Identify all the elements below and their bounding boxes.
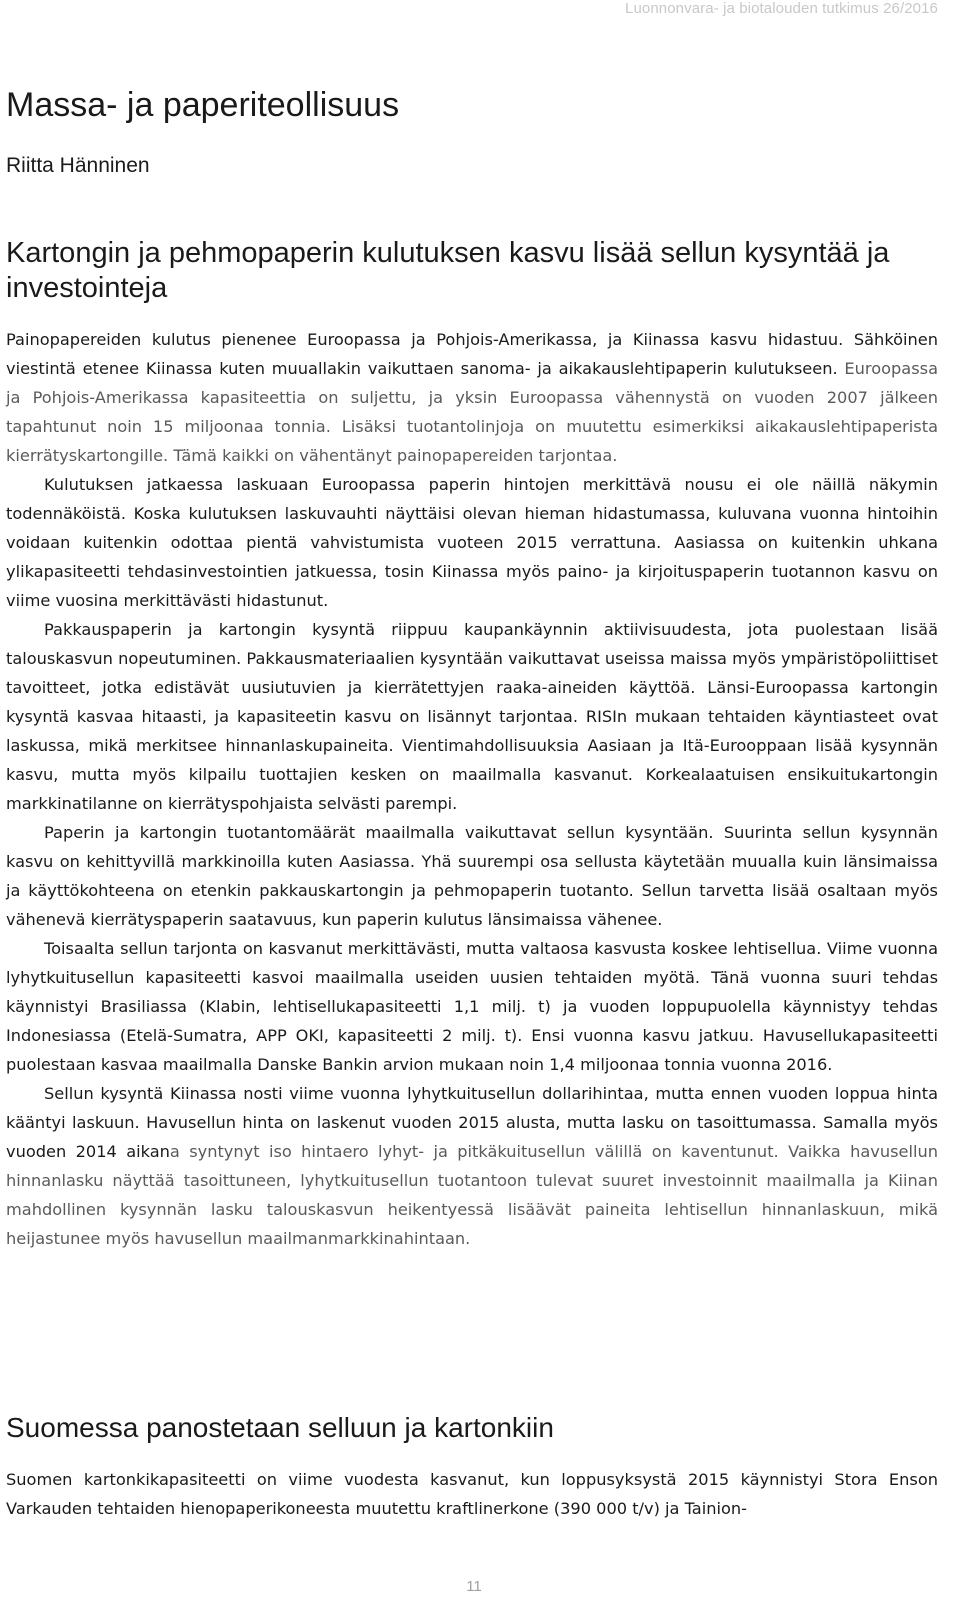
- section-2-body: [6, 1465, 938, 1523]
- paragraph-2: Kulutuksen jatkaessa laskuaan Euroopassa paperin hintojen merkittävä nousu ei ole näillä näkymin todennäköistä. Koska kulutuksen laskuvauhti näyttäisi olevan hieman hidastumassa, kuluvana vuonna hintoihin voidaan kuitenkin odottaa pientä vahvistumista vuoteen 2015 verrattuna. Aasiassa on kuitenkin uhkana ylikapasiteetti tehdasinvestointien jatkuessa, tosin Kiinassa myös paino- ja kirjoituspaperin tuotannon kasvu on viime vuosina merkittävästi hidastunut.: [6, 475, 938, 610]
- paragraph-5: Toisaalta sellun tarjonta on kasvanut merkittävästi, mutta valtaosa kasvusta koskee lehtisellua. Viime vuonna lyhytkuitusellun kapasiteetti kasvoi maailmalla useiden uusien tehtaiden myötä. Tänä vuonna suuri tehdas käynnistyi Brasiliassa (Klabin, lehtisellukapasiteetti 1,1 milj. t) ja vuoden loppupuolella käynnistyy tehdas Indonesiassa (Etelä-Sumatra, APP OKI, kapasiteetti 2 milj. t). Ensi vuonna kasvu jatkuu. Havusellukapasiteetti puolestaan kasvaa maailmalla Danske Bankin arvion mukaan noin 1,4 miljoonaa tonnia vuonna 2016.: [6, 939, 938, 1074]
- page-number: 11: [466, 1578, 482, 1595]
- author-name: Riitta Hänninen: [6, 154, 150, 177]
- section-heading-1: Kartongin ja pehmopaperin kulutuksen kasvu lisää sellun kysyntää ja investointeja: [6, 237, 890, 304]
- paragraph-4: Paperin ja kartongin tuotantomäärät maailmalla vaikuttavat sellun kysyntään. Suurinta sellun kysynnän kasvu on kehittyvillä markkinoilla kuten Aasiassa. Yhä suurempi osa sellusta käytetään muualla kuin länsimaissa ja käyttökohteena on etenkin pakkauskartongin ja pehmopaperin tuotanto. Sellun tarvetta lisää osaltaan myös vähenevä kierrätyspaperin saatavuus, kun paperin kulutus länsimaissa vähenee.: [6, 823, 938, 929]
- section-1-body: [6, 325, 938, 1253]
- section-heading-2: Suomessa panostetaan selluun ja kartonkiin: [6, 1412, 554, 1443]
- section-2-paragraph-1: Suomen kartonkikapasiteetti on viime vuodesta kasvanut, kun loppusyksystä 2015 käynnistyi Stora Enson Varkauden tehtaiden hienopaperikoneesta muutettu kraftlinerkone (390 000 t/v) ja Tainion-: [6, 1470, 938, 1518]
- paragraph-6-part-a: Sellun kysyntä Kiinassa nosti viime vuonna lyhytkuitusellun dollarihintaa, mutta ennen vuoden loppua hinta kääntyi laskuun. Havusellun hinta on laskenut vuoden 2015 alusta, mutta lasku on tasoittumassa. Samalla myös vuoden 2014 aikan: [6, 1084, 938, 1161]
- running-header: Luonnonvara- ja biotalouden tutkimus 26/2016: [625, 0, 938, 17]
- paragraph-1-part-a: Painopapereiden kulutus pienenee Euroopassa ja Pohjois-Amerikassa, ja Kiinassa kasvu hidastuu. Sähköinen viestintä etenee Kiinassa kuten muuallakin vaikuttaen sanoma- ja aikakauslehtipaperin kulutukseen.: [6, 330, 938, 378]
- paragraph-1-part-b: Euroopassa ja Pohjois-Amerikassa kapasiteettia on suljettu, ja yksin Euroopassa vähennystä on vuoden 2007 jälkeen tapahtunut noin 15 miljoonaa tonnia. Lisäksi tuotantolinjoja on muutettu esimerkiksi aikakauslehtipaperista kierrätyskartongille. Tämä kaikki on vähentänyt painopapereiden tarjontaa.: [6, 359, 938, 465]
- paragraph-6-part-b: a syntynyt iso hintaero lyhyt- ja pitkäkuitusellun välillä on kaventunut. Vaikka havusellun hinnanlasku näyttää tasoittuneen, lyhytkuitusellun tuotantoon tulevat suuret investoinnit maailmalla ja Kiinan mahdollinen kysynnän lasku talouskasvun heikentyessä lisäävät paineita lehtisellun hinnanlaskuun, mikä heijastunee myös havusellun maailmanmarkkinahintaan.: [6, 1142, 938, 1248]
- chapter-title: Massa- ja paperiteollisuus: [6, 86, 400, 124]
- paragraph-6: [6, 1079, 938, 1253]
- paragraph-3: Pakkauspaperin ja kartongin kysyntä riippuu kaupankäynnin aktiivisuudesta, jota puolestaan lisää talouskasvun nopeutuminen. Pakkausmateriaalien kysyntään vaikuttavat useissa maissa myös ympäristöpoliittiset tavoitteet, jotka edistävät uusiutuvien ja kierrätettyjen raaka-aineiden käyttöä. Länsi-Euroopassa kartongin kysyntä kasvaa hitaasti, ja kapasiteetin kasvu on lisännyt tarjontaa. RISIn mukaan tehtaiden käyntiasteet ovat laskussa, mikä merkitsee hinnanlaskupaineita. Vientimahdollisuuksia Aasiaan ja Itä-Eurooppaan lisää kysynnän kasvu, mutta myös kilpailu tuottajien kesken on maailmalla kasvanut. Korkealaatuisen ensikuitukartongin markkinatilanne on kierrätyspohjaista selvästi parempi.: [6, 620, 938, 813]
- paragraph-1: [6, 325, 938, 470]
